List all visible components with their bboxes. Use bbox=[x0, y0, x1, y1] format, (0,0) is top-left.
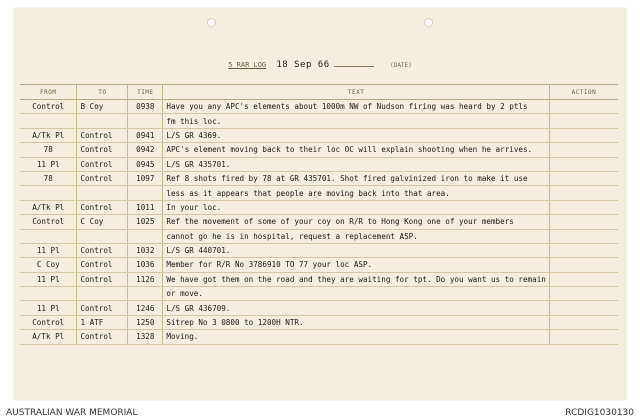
date-caption: (DATE) bbox=[390, 62, 412, 69]
col-to: TO bbox=[77, 85, 128, 100]
col-from: FROM bbox=[20, 85, 77, 100]
cell-time: 1097 bbox=[128, 171, 163, 185]
cell-action bbox=[549, 243, 618, 257]
cell-text: L/S GR 435701. bbox=[163, 157, 549, 171]
archive-credit: AUSTRALIAN WAR MEMORIAL bbox=[6, 408, 138, 418]
cell-from: Control bbox=[20, 315, 77, 329]
cell-time: 0938 bbox=[128, 100, 163, 114]
cell-text: L/S GR 440701. bbox=[163, 243, 549, 257]
col-time: TIME bbox=[128, 85, 163, 100]
log-entry-row bbox=[20, 301, 618, 315]
cell-from: 11 Pl bbox=[20, 243, 77, 257]
cell-to: Control bbox=[77, 143, 128, 157]
cell-time: 0942 bbox=[128, 143, 163, 157]
cell-action bbox=[549, 330, 618, 344]
cell-action bbox=[549, 215, 618, 229]
cell-from: A/Tk Pl bbox=[20, 128, 77, 142]
cell-to: Control bbox=[77, 157, 128, 171]
cell-to: Control bbox=[77, 272, 128, 286]
log-entry-row bbox=[20, 287, 618, 301]
cell-action bbox=[549, 272, 618, 286]
col-action: ACTION bbox=[549, 85, 618, 100]
cell-time: 1036 bbox=[128, 258, 163, 272]
cell-from bbox=[20, 114, 77, 128]
cell-text: APC's element moving back to their loc OC will explain shooting when he arrives. bbox=[163, 143, 549, 157]
cell-action bbox=[549, 128, 618, 142]
log-entry-row bbox=[20, 143, 618, 157]
cell-from: Control bbox=[20, 100, 77, 114]
cell-from: 11 Pl bbox=[20, 272, 77, 286]
cell-time: 1250 bbox=[128, 315, 163, 329]
cell-text: Have you any APC's elements about 1000m NW of Nudson firing was heard by 2 ptls bbox=[163, 100, 549, 114]
cell-time: 1126 bbox=[128, 272, 163, 286]
log-entry-row bbox=[20, 243, 618, 257]
cell-to: Control bbox=[77, 200, 128, 214]
log-header-row bbox=[20, 85, 618, 100]
cell-action bbox=[549, 258, 618, 272]
log-entry-row bbox=[20, 171, 618, 185]
cell-action bbox=[549, 315, 618, 329]
cell-to: 1 ATF bbox=[77, 315, 128, 329]
log-entry-row bbox=[20, 258, 618, 272]
punch-hole bbox=[424, 18, 433, 27]
cell-time bbox=[128, 287, 163, 301]
cell-action bbox=[549, 229, 618, 243]
cell-text: cannot go he is in hospital, request a replacement ASP. bbox=[163, 229, 549, 243]
cell-to: Control bbox=[77, 128, 128, 142]
cell-action bbox=[549, 157, 618, 171]
cell-from: 11 Pl bbox=[20, 301, 77, 315]
cell-from bbox=[20, 287, 77, 301]
cell-from: 11 Pl bbox=[20, 157, 77, 171]
cell-text: Sitrep No 3 0800 to 1200H NTR. bbox=[163, 315, 549, 329]
col-text: TEXT bbox=[163, 85, 549, 100]
cell-from: Control bbox=[20, 215, 77, 229]
log-entry-row bbox=[20, 157, 618, 171]
log-serial: 5 RAR LOG bbox=[228, 61, 267, 69]
cell-from: 78 bbox=[20, 171, 77, 185]
cell-to: Control bbox=[77, 301, 128, 315]
cell-text: L/S GR 4369. bbox=[163, 128, 549, 142]
cell-to: Control bbox=[77, 330, 128, 344]
cell-text: or move. bbox=[163, 287, 549, 301]
cell-from: A/Tk Pl bbox=[20, 330, 77, 344]
cell-text: We have got them on the road and they are waiting for tpt. Do you want us to remain bbox=[163, 272, 549, 286]
cell-text: L/S GR 436709. bbox=[163, 301, 549, 315]
cell-action bbox=[549, 287, 618, 301]
log-entry-row bbox=[20, 100, 618, 114]
cell-time: 1328 bbox=[128, 330, 163, 344]
punch-hole bbox=[207, 18, 216, 27]
cell-time: 1025 bbox=[128, 215, 163, 229]
cell-to: Control bbox=[77, 171, 128, 185]
log-table bbox=[20, 84, 618, 345]
cell-text: In your loc. bbox=[163, 200, 549, 214]
cell-text: less as it appears that people are moving back into that area. bbox=[163, 186, 549, 200]
cell-to: B Coy bbox=[77, 100, 128, 114]
cell-time: 1011 bbox=[128, 200, 163, 214]
cell-action bbox=[549, 114, 618, 128]
cell-action bbox=[549, 186, 618, 200]
log-entry-row bbox=[20, 114, 618, 128]
cell-action bbox=[549, 171, 618, 185]
cell-from: C Coy bbox=[20, 258, 77, 272]
cell-to bbox=[77, 186, 128, 200]
cell-text: Ref the movement of some of your coy on R/R to Hong Kong one of your members bbox=[163, 215, 549, 229]
log-entry-row bbox=[20, 315, 618, 329]
log-header bbox=[14, 60, 626, 70]
log-entry-row bbox=[20, 229, 618, 243]
cell-to bbox=[77, 114, 128, 128]
cell-text: fm this loc. bbox=[163, 114, 549, 128]
date-underline bbox=[334, 66, 374, 67]
cell-from bbox=[20, 229, 77, 243]
cell-time bbox=[128, 114, 163, 128]
cell-time bbox=[128, 186, 163, 200]
cell-time: 1246 bbox=[128, 301, 163, 315]
cell-action bbox=[549, 200, 618, 214]
log-date: 18 Sep 66 bbox=[276, 60, 330, 70]
cell-action bbox=[549, 143, 618, 157]
log-entry-row bbox=[20, 128, 618, 142]
cell-to bbox=[77, 229, 128, 243]
cell-to: Control bbox=[77, 258, 128, 272]
cell-from bbox=[20, 186, 77, 200]
log-sheet bbox=[14, 8, 626, 400]
log-entry-row bbox=[20, 186, 618, 200]
cell-text: Ref 8 shots fired by 78 at GR 435701. Shot fired galvinized iron to make it use bbox=[163, 171, 549, 185]
cell-from: 78 bbox=[20, 143, 77, 157]
cell-to: Control bbox=[77, 243, 128, 257]
log-entry-row bbox=[20, 200, 618, 214]
log-entry-row bbox=[20, 330, 618, 344]
log-entry-row bbox=[20, 215, 618, 229]
cell-time: 1032 bbox=[128, 243, 163, 257]
cell-from: A/Tk Pl bbox=[20, 200, 77, 214]
cell-action bbox=[549, 100, 618, 114]
cell-to: C Coy bbox=[77, 215, 128, 229]
cell-text: Moving. bbox=[163, 330, 549, 344]
cell-time: 0941 bbox=[128, 128, 163, 142]
cell-action bbox=[549, 301, 618, 315]
cell-time bbox=[128, 229, 163, 243]
cell-to bbox=[77, 287, 128, 301]
cell-text: Member for R/R No 3786910 TO 77 your loc ASP. bbox=[163, 258, 549, 272]
archive-id: RCDIG1030130 bbox=[565, 408, 634, 418]
log-body bbox=[20, 100, 618, 345]
log-entry-row bbox=[20, 272, 618, 286]
cell-time: 0945 bbox=[128, 157, 163, 171]
